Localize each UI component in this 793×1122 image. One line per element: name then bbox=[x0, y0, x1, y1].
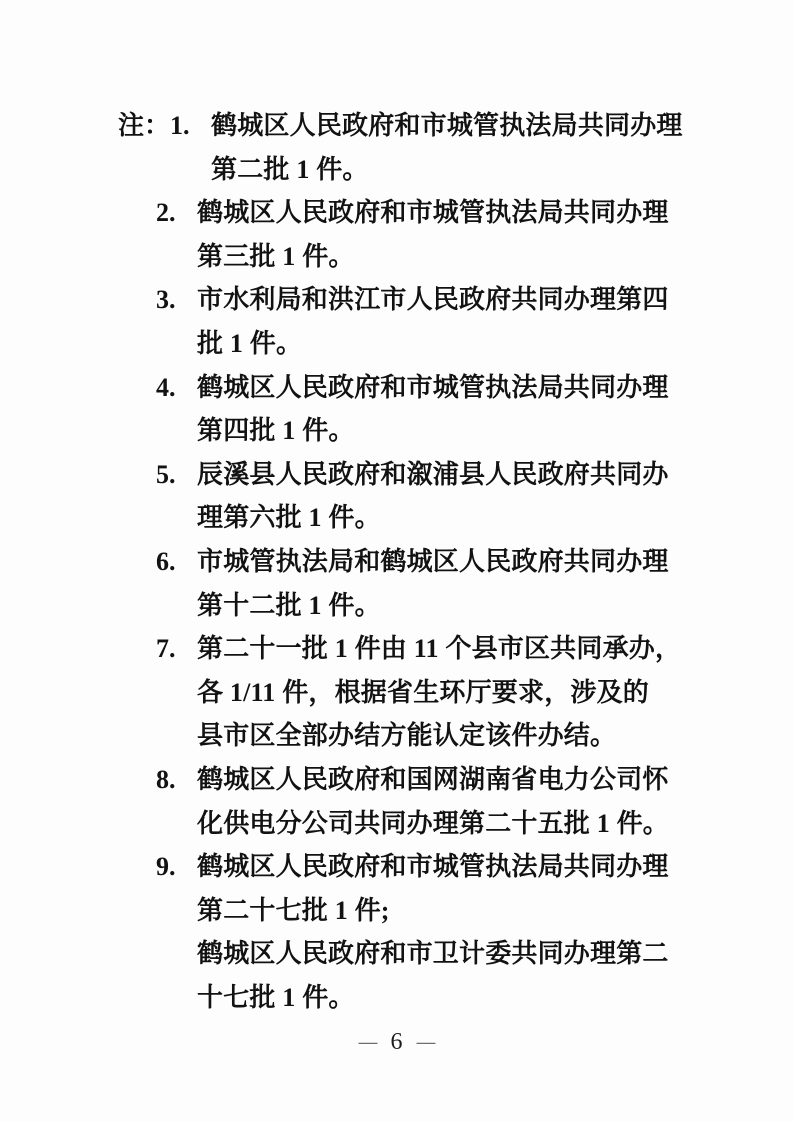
note-number: 2. bbox=[156, 198, 176, 228]
note-content bbox=[197, 758, 718, 845]
note-label-spacer bbox=[118, 540, 156, 584]
note-line: 化供电分公司共同办理第二十五批 1 件。 bbox=[197, 808, 670, 838]
note-label-spacer bbox=[118, 758, 156, 802]
footer-left-dash: — bbox=[358, 1028, 377, 1055]
page-number: 6 bbox=[390, 1028, 403, 1055]
note-line: 第二十一批 1 件由 11 个县市区共同承办， bbox=[197, 634, 682, 664]
note-label-spacer bbox=[118, 845, 156, 889]
note-content bbox=[197, 453, 718, 540]
note-number: 3. bbox=[156, 285, 176, 315]
note-item bbox=[118, 191, 718, 278]
note-line: 辰溪县人民政府和溆浦县人民政府共同办 bbox=[197, 459, 669, 489]
note-line: 鹤城区人民政府和国网湖南省电力公司怀 bbox=[197, 764, 669, 794]
note-line: 第二批 1 件。 bbox=[211, 154, 369, 184]
note-line: 理第六批 1 件。 bbox=[197, 503, 381, 533]
note-line: 鹤城区人民政府和市城管执法局共同办理 bbox=[211, 111, 683, 140]
note-line: 各 1/11 件，根据省生环厅要求，涉及的 bbox=[197, 677, 649, 707]
note-number: 7. bbox=[156, 634, 176, 664]
note-line: 鹤城区人民政府和市城管执法局共同办理 bbox=[197, 372, 669, 402]
note-line: 鹤城区人民政府和市城管执法局共同办理 bbox=[197, 852, 669, 882]
note-line: 第三批 1 件。 bbox=[197, 241, 355, 271]
note-line: 鹤城区人民政府和市卫计委共同办理第二 bbox=[197, 939, 669, 969]
note-item bbox=[118, 278, 718, 365]
note-line: 批 1 件。 bbox=[197, 328, 303, 358]
note-number: 8. bbox=[156, 764, 176, 794]
note-label-spacer bbox=[118, 453, 156, 497]
note-line: 十七批 1 件。 bbox=[197, 982, 355, 1012]
note-content bbox=[197, 191, 718, 278]
note-item bbox=[118, 540, 718, 627]
page-footer bbox=[0, 1026, 793, 1058]
note-number: 9. bbox=[156, 852, 176, 882]
note-line: 县市区全部办结方能认定该件办结。 bbox=[197, 721, 617, 751]
note-item bbox=[118, 366, 718, 453]
note-item bbox=[118, 845, 718, 1019]
note-label-spacer bbox=[118, 191, 156, 235]
note-item bbox=[118, 627, 718, 758]
note-content bbox=[197, 627, 718, 758]
note-content bbox=[197, 540, 718, 627]
note-label-spacer bbox=[118, 366, 156, 410]
note-label-spacer bbox=[118, 278, 156, 322]
note-content bbox=[197, 366, 718, 453]
note-number: 5. bbox=[156, 459, 176, 489]
note-content bbox=[197, 845, 718, 1019]
note-line: 第十二批 1 件。 bbox=[197, 590, 381, 620]
note-item bbox=[118, 453, 718, 540]
note-line: 市城管执法局和鹤城区人民政府共同办理 bbox=[197, 546, 669, 576]
note-number: 6. bbox=[156, 546, 176, 576]
note-item bbox=[118, 104, 718, 191]
note-item bbox=[118, 758, 718, 845]
note-line: 第二十七批 1 件; bbox=[197, 895, 390, 925]
note-number: 1. bbox=[170, 111, 190, 140]
note-content bbox=[211, 104, 718, 191]
notes-list bbox=[118, 104, 718, 1019]
note-line: 市水利局和洪江市人民政府共同办理第四 bbox=[197, 285, 669, 315]
note-content bbox=[197, 278, 718, 365]
note-line: 鹤城区人民政府和市城管执法局共同办理 bbox=[197, 198, 669, 228]
note-number: 4. bbox=[156, 372, 176, 402]
note-label: 注： bbox=[118, 111, 171, 140]
note-label-spacer bbox=[118, 627, 156, 671]
note-line: 第四批 1 件。 bbox=[197, 416, 355, 446]
footer-right-dash: — bbox=[416, 1028, 435, 1055]
